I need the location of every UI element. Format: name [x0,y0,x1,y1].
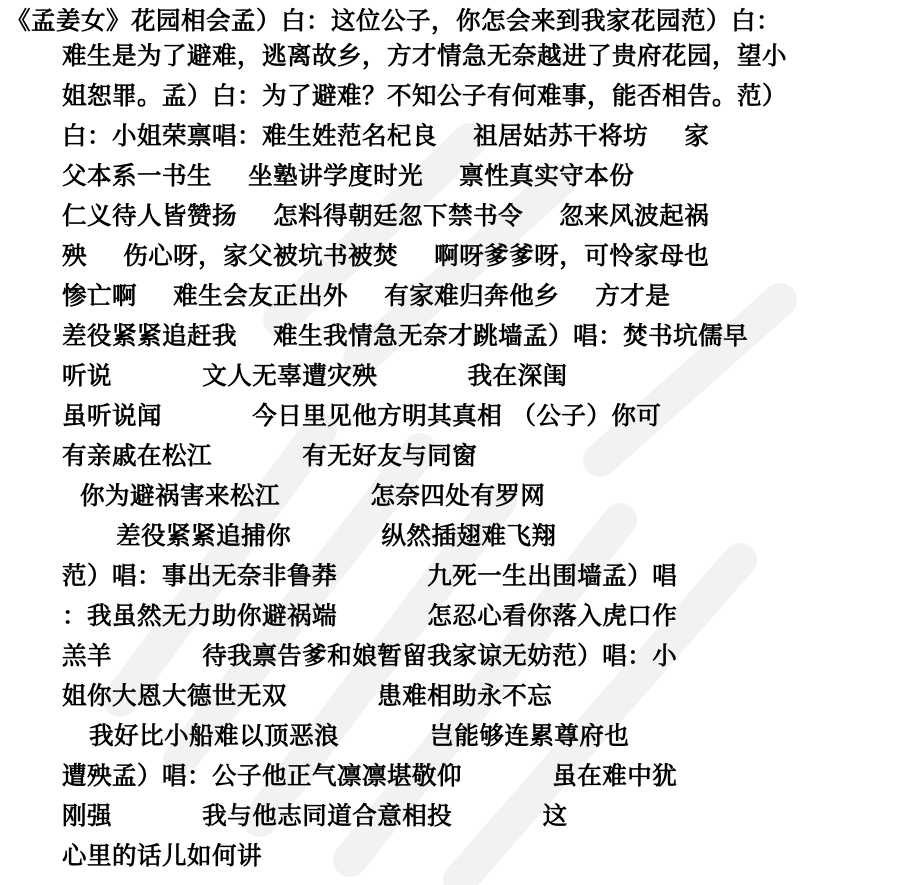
text-line: 差役紧紧追捕你 纵然插翅难飞翔 [62,521,557,550]
text-line: 你为避祸害来松江 怎奈四处有罗网 [62,481,546,510]
text-line: 虽听说闻 今日里见他方明其真相 （公子）你可 [62,401,662,430]
text-line: 难生是为了避难，逃离故乡，方才情急无奈越进了贵府花园，望小 [62,41,787,70]
text-line: 《孟姜女》花园相会孟）白：这位公子，你怎会来到我家花园范）白： [6,6,781,35]
text-line: 殃 伤心呀，家父被坑书被焚 啊呀爹爹呀，可怜家母也 [62,241,710,270]
text-line: ：我虽然无力助你避祸端 怎忍心看你落入虎口作 [62,601,678,630]
text-line: 刚强 我与他志同道合意相投 这 [62,801,568,830]
text-line: 姐恕罪。孟）白：为了避难？不知公子有何难事，能否相告。范） [62,81,787,110]
text-line: 姐你大恩大德世无双 患难相助永不忘 [62,681,553,710]
text-line: 范）唱：事出无奈非鲁莽 九死一生出围墙孟）唱 [62,561,678,590]
text-line: 白：小姐荣禀唱：难生姓范名杞良 祖居姑苏干将坊 家 [62,121,710,150]
text-line: 差役紧紧追赶我 难生我情急无奈才跳墙孟）唱：焚书坑儒早 [62,321,749,350]
text-line: 我好比小船难以顶恶浪 岂能够连累尊府也 [62,721,630,750]
text-line: 父本系一书生 坐塾讲学度时光 禀性真实守本份 [62,161,635,190]
text-line: 听说 文人无辜遭灾殃 我在深闺 [62,361,568,390]
text-line: 仁义待人皆赞扬 怎料得朝廷忽下禁书令 忽来风波起祸 [62,201,710,230]
text-line: 有亲戚在松江 有无好友与同窗 [62,441,478,470]
text-line: 惨亡啊 难生会友正出外 有家难归奔他乡 方才是 [62,281,671,310]
text-line: 遭殃孟）唱：公子他正气凛凛堪敬仰 虽在难中犹 [62,761,678,790]
text-line: 羔羊 待我禀告爹和娘暂留我家谅无妨范）唱：小 [62,641,678,670]
text-line: 心里的话儿如何讲 [62,841,262,870]
